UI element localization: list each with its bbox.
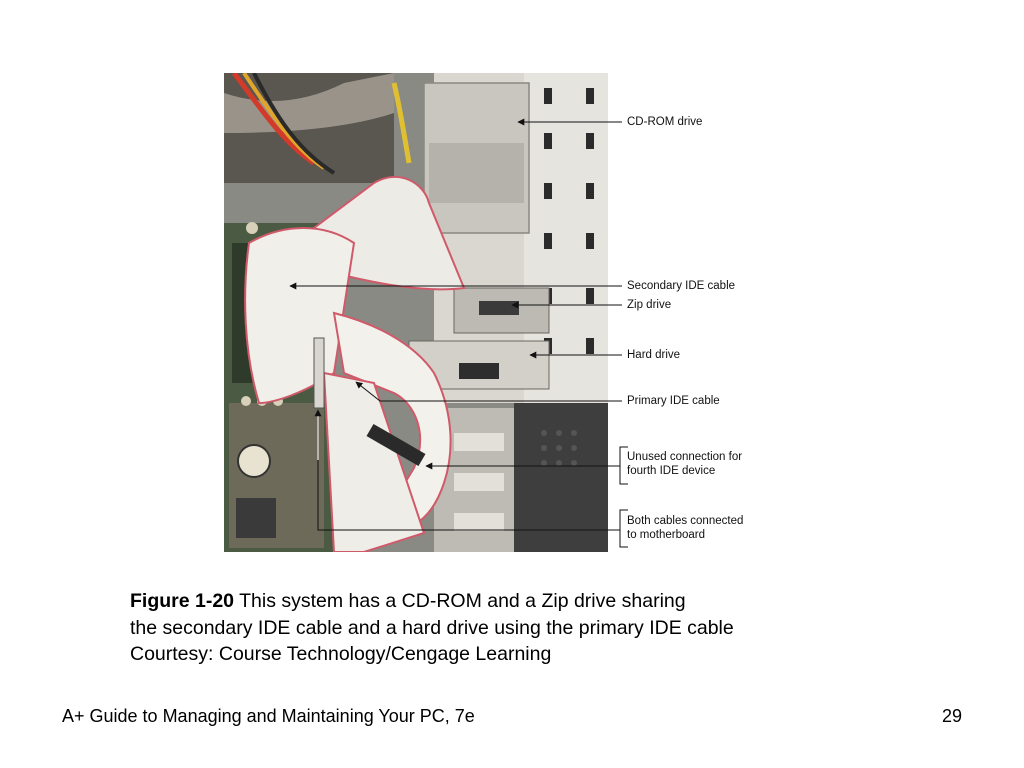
callout-unused-line1: Unused connection for bbox=[627, 451, 743, 463]
callout-both-line1: Both cables connected bbox=[627, 515, 744, 527]
callout-both-line2: to motherboard bbox=[627, 529, 705, 541]
callout-primary-ide: Primary IDE cable bbox=[627, 395, 720, 407]
callout-cdrom: CD-ROM drive bbox=[627, 116, 703, 128]
primary-ide-pointer bbox=[356, 382, 622, 401]
callout-hard-drive: Hard drive bbox=[627, 349, 681, 361]
figure-number: Figure 1-20 bbox=[130, 590, 235, 612]
both-pointer-a bbox=[318, 460, 620, 530]
footer-book-title: A+ Guide to Managing and Maintaining Your PC, 7e bbox=[62, 706, 475, 726]
figure-caption bbox=[130, 588, 890, 668]
callout-unused-line2: fourth IDE device bbox=[627, 465, 716, 477]
caption-line1-text: This system has a CD-ROM and a Zip drive sharing bbox=[234, 590, 686, 612]
callout-zip: Zip drive bbox=[627, 299, 672, 311]
caption-line2: the secondary IDE cable and a hard drive using the primary IDE cable bbox=[130, 616, 734, 639]
callout-secondary-ide: Secondary IDE cable bbox=[627, 280, 736, 292]
caption-credit: Courtesy: Course Technology/Cengage Learning bbox=[130, 643, 552, 665]
footer-page-number: 29 bbox=[941, 706, 962, 726]
caption-line1 bbox=[130, 588, 890, 615]
